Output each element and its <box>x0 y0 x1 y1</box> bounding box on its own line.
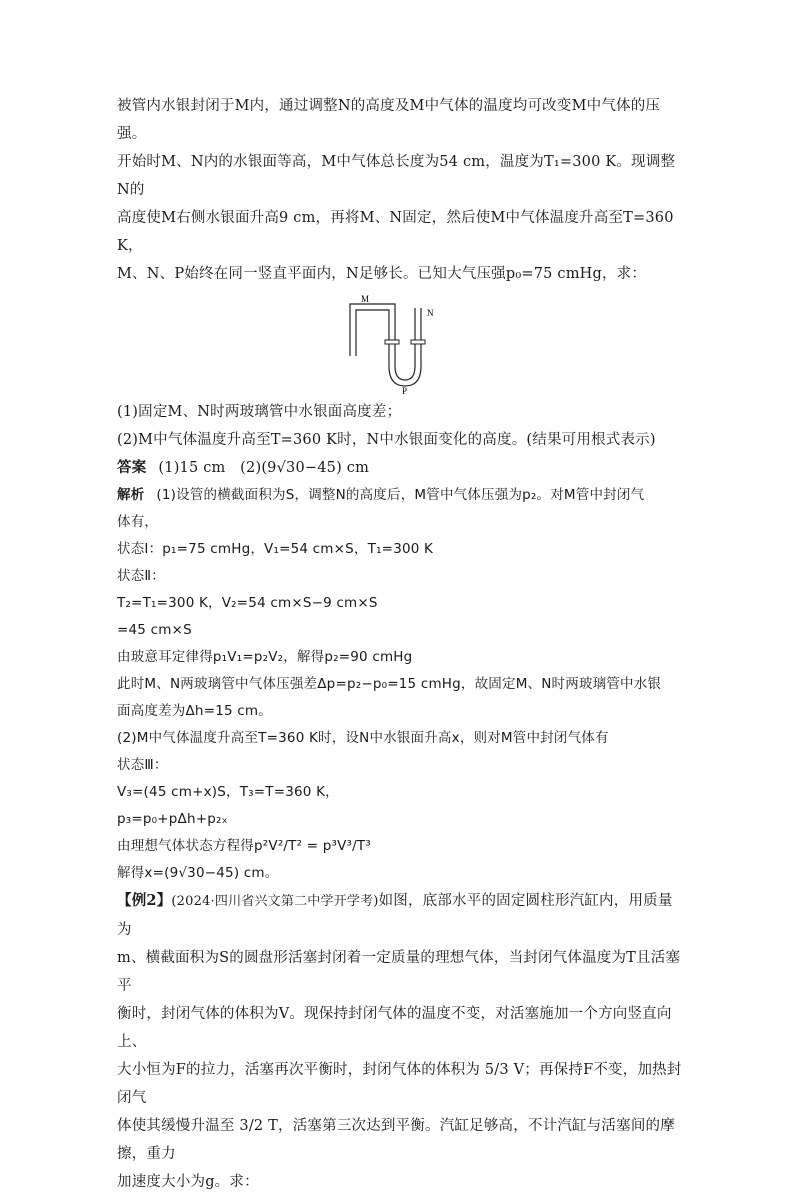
problem-line-2: 开始时M、N内的水银面等高，M中气体总长度为54 cm，温度为T₁=300 K。现调整N的 <box>117 154 676 198</box>
solution-label: 解析 <box>117 487 145 503</box>
example2-line-3: 衡时，封闭气体的体积为V。现保持封闭气体的温度不变，对活塞施加一个方向竖直向上、 <box>117 1006 672 1050</box>
solution-line-14: 由理想气体状态方程得p²V²/T² = p³V³/T³ <box>117 838 371 854</box>
question-1: (1)固定M、N时两玻璃管中水银面高度差； <box>117 404 402 420</box>
solution-line-2: 体有， <box>117 514 159 530</box>
example2-line-6: 加速度大小为g。求： <box>117 1174 259 1190</box>
example2-line-5: 体使其缓慢升温至 3/2 T，活塞第三次达到平衡。汽缸足够高，不计汽缸与活塞间的摩擦，重力 <box>117 1118 675 1162</box>
solution-line-11: 状态Ⅲ： <box>117 757 168 773</box>
solution-line-4: 状态Ⅱ： <box>117 568 165 584</box>
u-tube-figure <box>345 294 455 394</box>
solution-line-10: (2)M中气体温度升高至T=360 K时，设N中水银面升高x，则对M管中封闭气体有 <box>117 730 609 746</box>
label-n: N <box>427 308 434 318</box>
solution-line-12: V₃=(45 cm+x)S，T₃=T=360 K， <box>117 784 339 800</box>
solution-line-8: 此时M、N两玻璃管中气体压强差Δp=p₂−p₀=15 cmHg，故固定M、N时两玻璃管中水银 <box>117 676 662 692</box>
example2-label: 【例2】 <box>117 892 172 909</box>
label-m: M <box>361 294 370 304</box>
solution-line-3: 状态Ⅰ：p₁=75 cmHg，V₁=54 cm×S，T₁=300 K <box>117 541 434 557</box>
solution-line-9: 面高度差为Δh=15 cm。 <box>117 703 272 719</box>
example2-source: (2024·四川省兴文第二中学开学考) <box>171 894 379 909</box>
solution-line-7: 由玻意耳定律得p₁V₁=p₂V₂，解得p₂=90 cmHg <box>117 649 413 665</box>
answer-text: (1)15 cm (2)(9√30−45) cm <box>158 460 370 476</box>
solution-line-13: p₃=p₀+pΔh+p₂ₓ <box>117 811 228 827</box>
example2-line-1: 【例2】(2024·四川省兴文第二中学开学考)如图，底部水平的固定圆柱形汽缸内，用质量为 <box>117 892 673 938</box>
question-2: (2)M中气体温度升高至T=360 K时，N中水银面变化的高度。(结果可用根式表示) <box>117 432 656 448</box>
example2-line-2: m、横截面积为S的圆盘形活塞封闭着一定质量的理想气体，当封闭气体温度为T且活塞平 <box>117 950 681 994</box>
problem-line-4: M、N、P始终在同一竖直平面内，N足够长。已知大气压强p₀=75 cmHg，求： <box>117 266 647 282</box>
solution-line-5: T₂=T₁=300 K，V₂=54 cm×S−9 cm×S <box>117 595 378 611</box>
problem-line-3: 高度使M右侧水银面升高9 cm，再将M、N固定，然后使M中气体温度升高至T=360 K， <box>117 210 674 254</box>
solution-line-6: =45 cm×S <box>117 622 192 638</box>
answer-label: 答案 <box>117 459 147 476</box>
solution-line-1: 解析 (1)设管的横截面积为S，调整N的高度后，M管中气体压强为p₂。对M管中封闭气 <box>117 487 645 503</box>
answer-line <box>117 454 687 482</box>
example2-line-4: 大小恒为F的拉力，活塞再次平衡时，封闭气体的体积为 5/3 V；再保持F不变，加热封闭气 <box>117 1062 682 1106</box>
document-page <box>117 92 687 1196</box>
label-p: P <box>402 386 408 394</box>
problem-line-1: 被管内水银封闭于M内，通过调整N的高度及M中气体的温度均可改变M中气体的压强。 <box>117 98 661 142</box>
solution-line-15: 解得x=(9√30−45) cm。 <box>117 865 279 881</box>
